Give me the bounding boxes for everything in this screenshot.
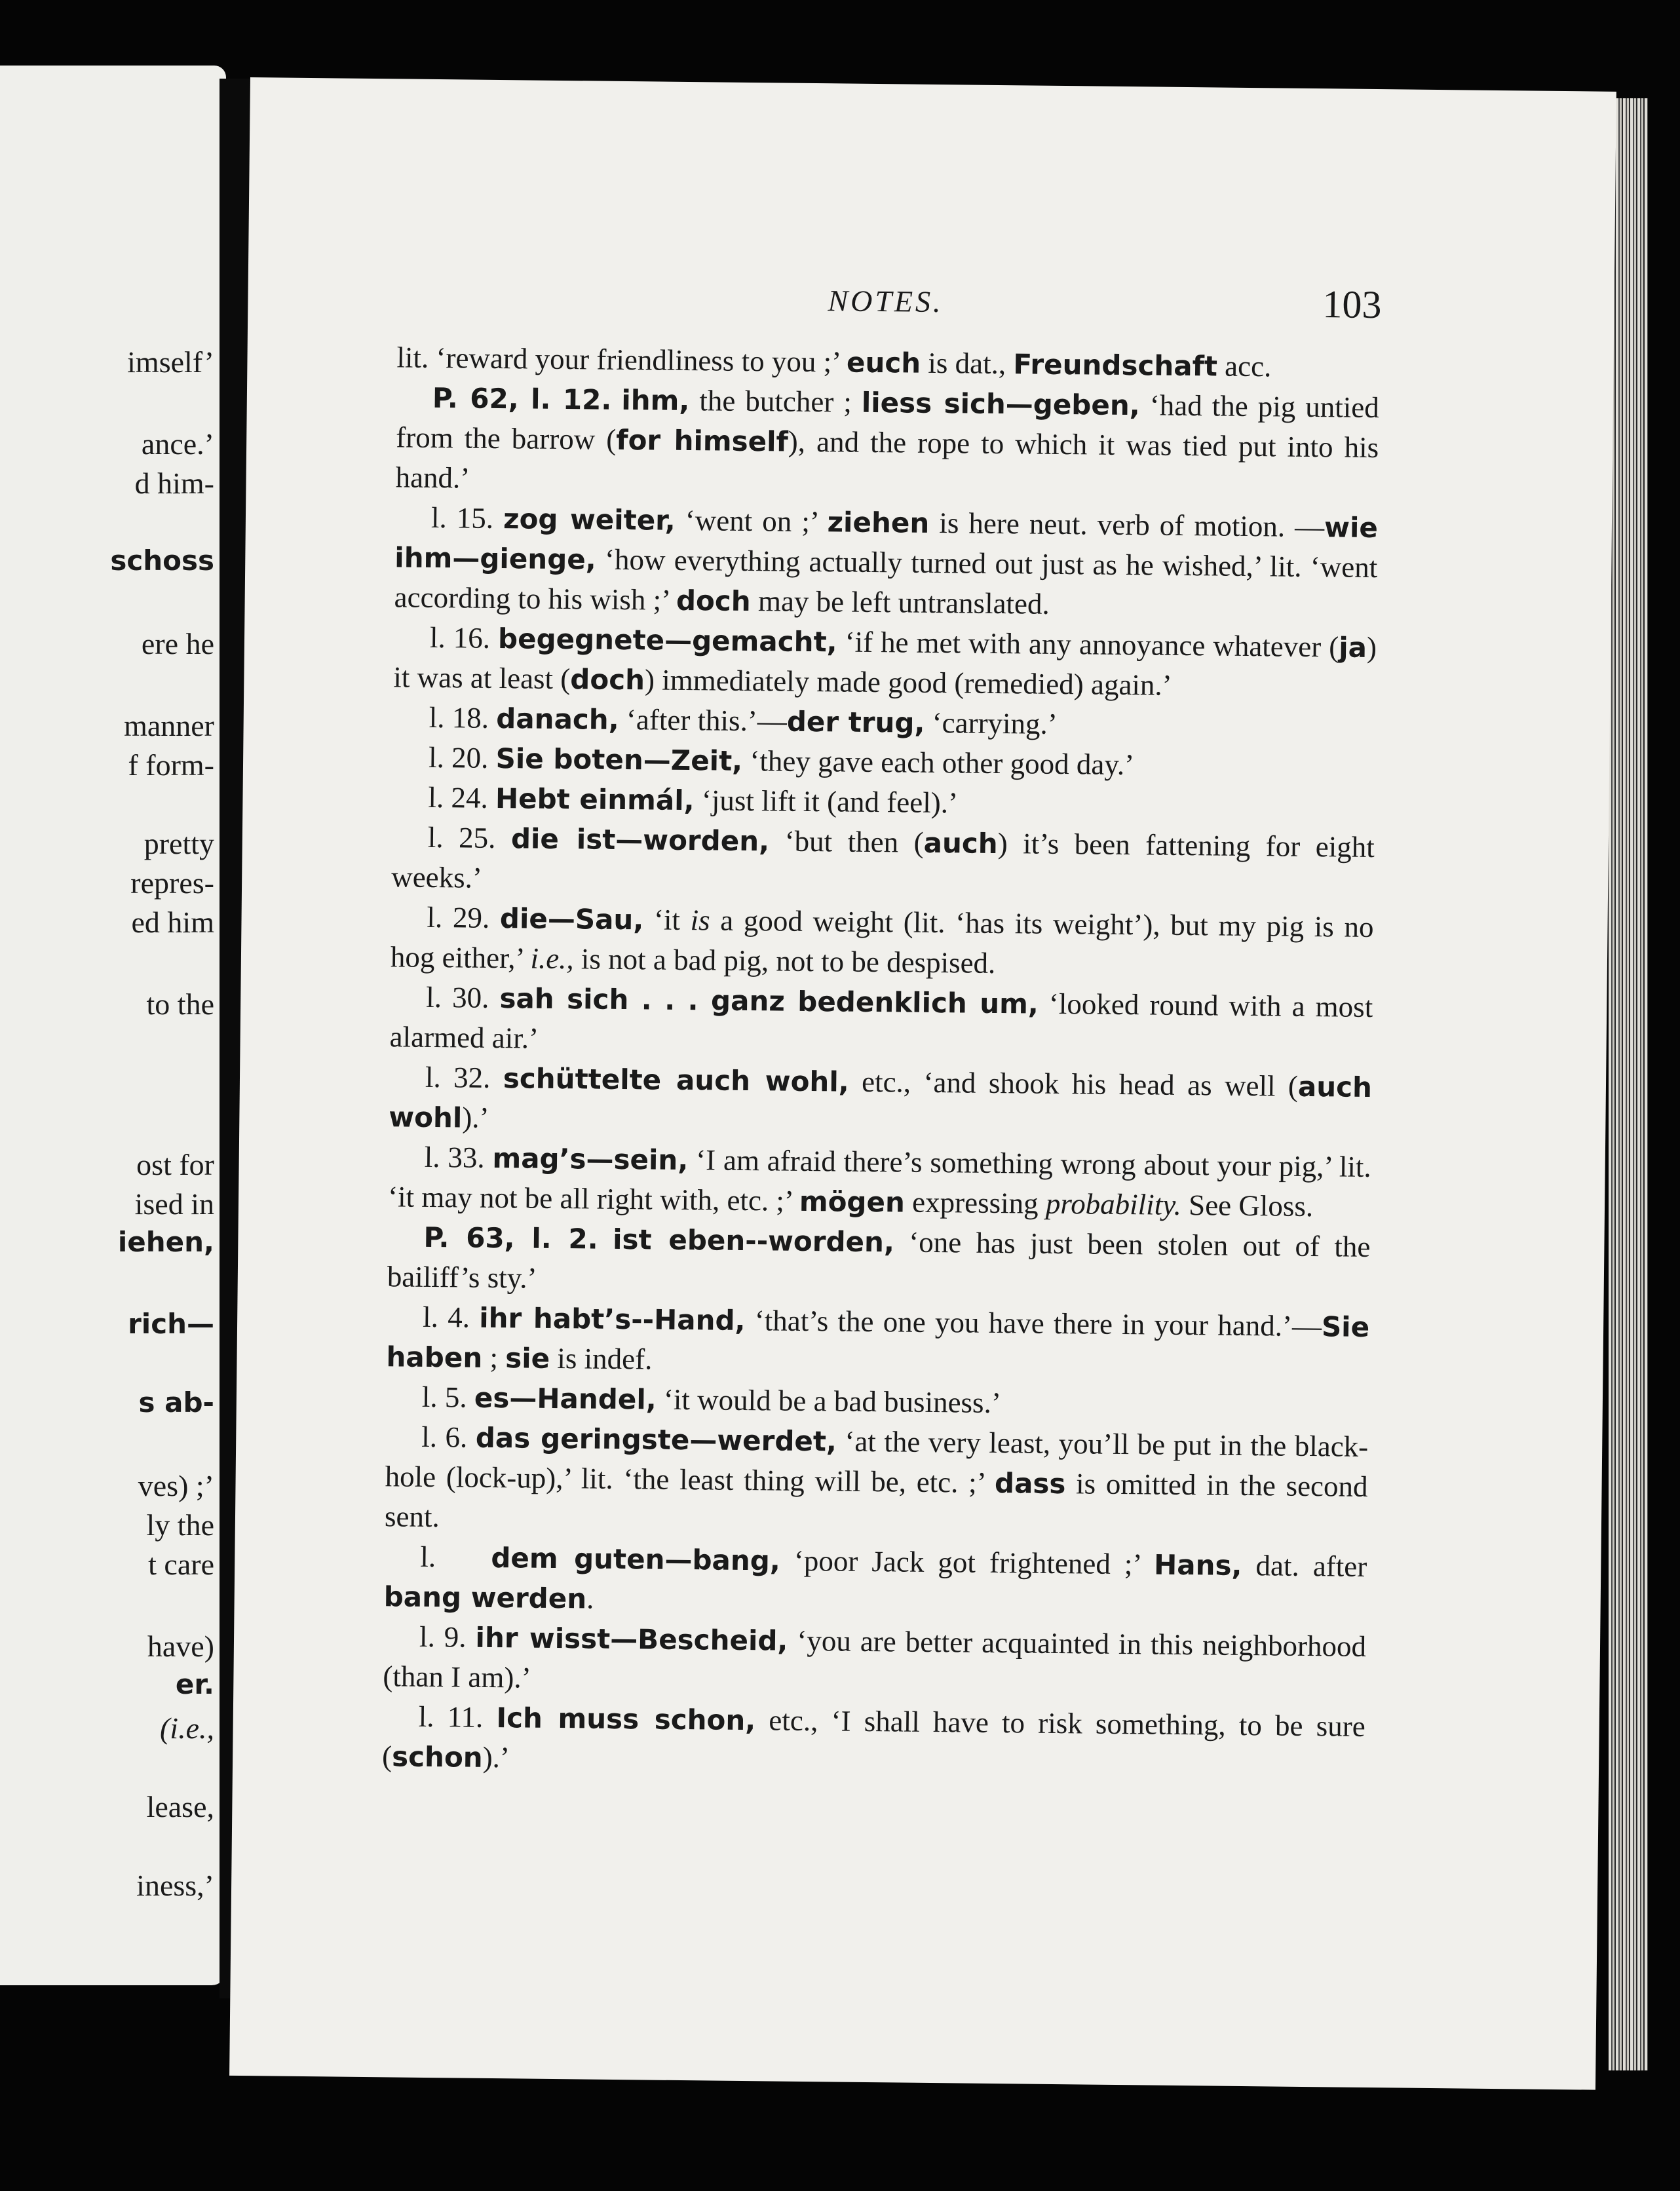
left-page-fragment: t care [148, 1548, 214, 1581]
left-page-fragment: pretty [143, 827, 214, 860]
running-head: NOTES. [828, 284, 944, 319]
left-page-fragment: ance.’ [141, 427, 214, 461]
left-page-fragment: (i.e., [159, 1711, 214, 1745]
note: l. 9. ihr wisst—Bescheid, ‘you are better acquainted in this neighborhood (than I am).’ [383, 1620, 1367, 1694]
note-reference: l. 24. [428, 780, 489, 814]
left-page-fragment: have) [147, 1629, 214, 1663]
note: l. 5. es—Handel, ‘it would be a bad business.’ [421, 1380, 1002, 1420]
left-page-fragment: lease, [146, 1790, 214, 1823]
note-reference: l. 30. [426, 980, 489, 1014]
notes-body [382, 337, 1380, 1787]
note: l. 15. zog weiter, ‘went on ;’ ziehen is here neut. verb of motion. —wie ihm—gienge, ‘how everything actually turned out just as he wished,’ lit. ‘went according to his wish ;’ doch may be left untranslated. [394, 501, 1379, 620]
left-page-fragment: ly the [146, 1508, 214, 1542]
left-page-fragment: schoss [110, 544, 214, 577]
left-page-fragment: ere he [141, 627, 214, 660]
left-page-fragment: ost for [136, 1148, 214, 1181]
note: l. 29. die—Sau, ‘it is a good weight (lit. ‘has its weight’), but my pig is no hog either,’ i.e., is not a bad pig, not to be despised. [390, 900, 1374, 980]
page-number: 103 [1322, 282, 1382, 327]
left-page-fragment: rich— [128, 1308, 214, 1340]
page-header [248, 271, 1614, 337]
left-page-fragment: iness,’ [136, 1869, 214, 1902]
note-reference: l. 9. [419, 1620, 467, 1654]
note: l. 20. Sie boten—Zeit, ‘they gave each other good day.’ [428, 740, 1135, 782]
note: l. 4. ihr habt’s--Hand, ‘that’s the one you have there in your hand.’—Sie haben ; sie is indef. [386, 1300, 1370, 1376]
note: l. 24. Hebt einmál, ‘just lift it (and feel).’ [428, 780, 959, 820]
note-reference: l. 32. [425, 1060, 491, 1094]
note-reference: l. 6. [421, 1420, 468, 1454]
note: l. 30. sah sich . . . ganz bedenklich um, ‘looked round with a most alarmed air.’ [389, 980, 1373, 1055]
note-reference: l. 16. [429, 620, 491, 655]
note-reference: l. 18. [429, 700, 489, 734]
left-page-fragment: imself’ [127, 345, 214, 379]
note-reference: l. [420, 1540, 436, 1574]
note-reference: P. 62, l. 12. [432, 381, 612, 416]
page-edges [1609, 98, 1648, 2070]
left-page-fragment: ves) ;’ [138, 1469, 214, 1502]
left-page-fragment: repres- [130, 866, 214, 900]
left-page [0, 66, 226, 1985]
note: P. 63, l. 2. ist eben--worden, ‘one has just been stolen out of the bailiff’s sty.’ [387, 1221, 1371, 1295]
note: l. 33. mag’s—sein, ‘I am afraid there’s something wrong about your pig,’ lit. ‘it may not be all right with, etc. ;’ mögen expressing probability. See Gloss. [387, 1140, 1371, 1223]
left-page-fragment: f form- [128, 748, 214, 782]
note: l. 32. schüttelte auch wohl, etc., ‘and shook his head as well (auch wohl).’ [389, 1060, 1373, 1134]
left-page-fragment: d him- [134, 467, 214, 500]
left-page-fragment: manner [124, 709, 214, 742]
note: l. dem guten—bang, ‘poor Jack got frightened ;’ Hans, dat. after bang werden. [383, 1540, 1367, 1615]
left-page-fragment: er. [175, 1668, 214, 1700]
note-reference: l. 29. [427, 900, 490, 934]
left-page-fragment: ised in [134, 1187, 214, 1221]
note: l. 16. begegnete—gemacht, ‘if he met with any annoyance whatever (ja) it was at least (doch) immediately made good (remedied) again.’ [393, 620, 1377, 702]
note: l. 11. Ich muss schon, etc., ‘I shall have to risk something, to be sure (schon).’ [381, 1700, 1365, 1774]
note-reference: l. 15. [430, 501, 494, 535]
left-page-fragment: s ab- [138, 1386, 214, 1419]
left-page-fragment: iehen, [117, 1226, 214, 1258]
left-page-fragment: ed him [131, 905, 214, 939]
note-reference: l. 25. [427, 820, 496, 854]
note-reference: l. 5. [421, 1380, 467, 1414]
left-page-fragment: to the [146, 987, 214, 1021]
note-reference: l. 33. [424, 1140, 485, 1174]
note-continuation: lit. ‘reward your friendliness to you ;’ euch is dat., Freundschaft acc. [396, 341, 1272, 383]
note-reference: l. 4. [422, 1300, 470, 1334]
note: l. 6. das geringste—werdet, ‘at the very least, you’ll be put in the black-hole (lock-up),’ lit. ‘the least thing will be, etc. ;’ dass is omitted in the second sent. [384, 1420, 1369, 1534]
right-page [229, 77, 1616, 2090]
note: P. 62, l. 12. ihm, the butcher ; liess sich—geben, ‘had the pig untied from the barrow (for himself), and the rope to which it was tied put into his hand.’ [395, 381, 1380, 495]
note: l. 18. danach, ‘after this.’—der trug, ‘carrying.’ [429, 700, 1058, 740]
note-reference: l. 11. [418, 1700, 484, 1734]
note: l. 25. die ist—worden, ‘but then (auch) it’s been fattening for eight weeks.’ [391, 820, 1375, 894]
note-reference: l. 20. [428, 740, 489, 774]
note-reference: P. 63, l. 2. [423, 1221, 598, 1255]
